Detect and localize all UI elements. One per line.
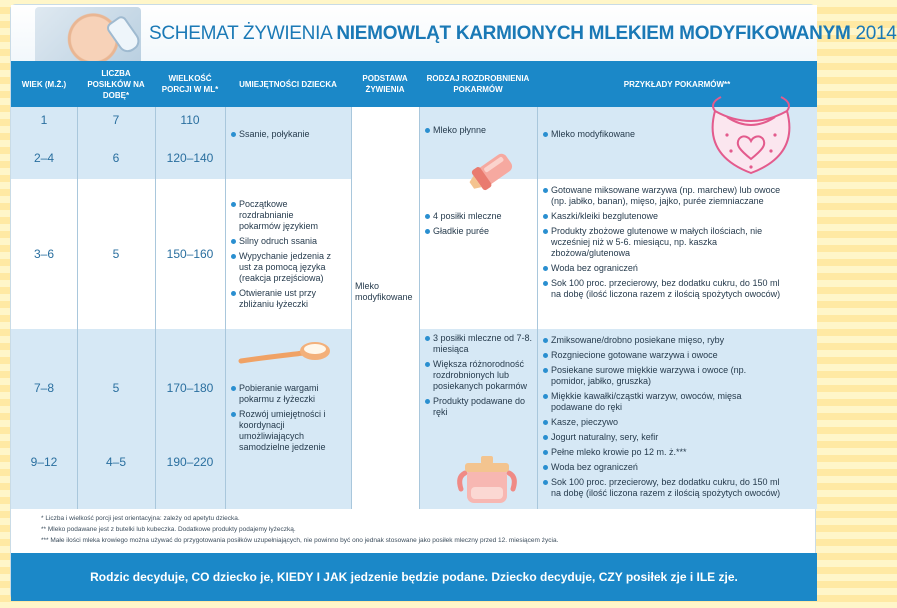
header-podstawa: PODSTAWA ŻYWIENIA <box>362 74 408 94</box>
header-liczba: LICZBA POSIŁKÓW NA DOBĘ* <box>87 68 145 100</box>
title-part-2: NIEMOWLĄT KARMIONYCH MLEKIEM MODYFIKOWANYM <box>336 23 851 44</box>
row-4-porcja: 170–180 <box>166 381 214 395</box>
table-body <box>11 107 817 509</box>
list-item: Produkty zbożowe glutenowe w małych ilościach, nie wcześniej niż w 5-6. miesiącu, np. kaszka zbożowa/glutenowa <box>543 226 783 259</box>
przyklady-b <box>543 185 783 304</box>
list-item: Produkty podawane do ręki <box>425 396 533 418</box>
row-3-wiek: 3–6 <box>33 247 55 261</box>
table-header <box>11 61 817 107</box>
list-item: Początkowe rozdrabnianie pokarmów językiem <box>231 199 335 232</box>
rodzaj-a <box>425 125 533 140</box>
header-wielkosc: WIELKOŚĆ PORCJI W ML* <box>161 74 219 94</box>
przyklady-c <box>543 335 783 503</box>
list-item: Sok 100 proc. przecierowy, bez dodatku cukru, do 150 ml na dobę (ilość liczona razem z ilością spożytych owoców) <box>543 477 783 499</box>
list-item: Rozwój umiejętności i koordynacji umożliwiających samodzielne jedzenie <box>231 409 335 453</box>
header-rodzaj: RODZAJ ROZDROBNIENIA POKARMÓW <box>426 74 530 94</box>
skills-b <box>231 199 335 314</box>
footnotes <box>41 513 558 546</box>
przyklady-a <box>543 129 703 144</box>
list-item: Wypychanie jedzenia z ust za pomocą języka (reakcja przejściowa) <box>231 251 335 284</box>
list-item: Większa różnorodność rozdrobnionych lub posiekanych pokarmów <box>425 359 533 392</box>
list-item: 3 posiłki mleczne od 7-8. miesiąca <box>425 333 533 355</box>
list-item: Kaszki/kleiki bezglutenowe <box>543 211 783 222</box>
title-bar <box>11 5 897 65</box>
podstawa-value: Mleko modyfikowane <box>355 281 413 302</box>
row-5-wiek: 9–12 <box>30 455 58 469</box>
list-item: Sok 100 proc. przecierowy, bez dodatku cukru, do 150 ml na dobę (ilość liczona razem z ilością spożytych owoców) <box>543 278 783 300</box>
sippy-cup-icon <box>455 455 519 505</box>
rodzaj-b <box>425 211 533 241</box>
title-part-3: 2014 <box>850 23 897 44</box>
row-4-wiek: 7–8 <box>33 381 55 395</box>
list-item: Pełne mleko krowie po 12 m. ż.*** <box>543 447 783 458</box>
list-item: Otwieranie ust przy zbliżaniu łyżeczki <box>231 288 335 310</box>
list-item: Miękkie kawałki/cząstki warzyw, owoców, mięsa podawane do ręki <box>543 391 783 413</box>
bottle-icon <box>105 14 144 56</box>
footer-banner: Rodzic decyduje, CO dziecko je, KIEDY I JAK jedzenie będzie podane. Dziecko decyduje, CZY posiłek zje i ILE zje. <box>11 553 817 601</box>
page-title <box>149 23 897 45</box>
skills-c <box>231 383 335 457</box>
row-5-liczba: 4–5 <box>105 455 127 469</box>
list-item: Woda bez ograniczeń <box>543 462 783 473</box>
column-line <box>351 107 352 509</box>
list-item: Mleko modyfikowane <box>543 129 703 140</box>
header-przyklady: PRZYKŁADY POKARMÓW** <box>623 79 731 89</box>
row-5-porcja: 190–220 <box>166 455 214 469</box>
header-umiejetnosci: UMIEJĘTNOŚCI DZIECKA <box>239 79 337 89</box>
footnote: ** Mleko podawane jest z butelki lub kubeczka. Dodatkowe produkty podajemy łyżeczką. <box>41 526 296 533</box>
list-item: Kasze, pieczywo <box>543 417 783 428</box>
feeding-chart-card <box>10 4 897 600</box>
list-item: Woda bez ograniczeń <box>543 263 783 274</box>
row-1-wiek: 1 <box>40 113 48 127</box>
header-wiek: WIEK (M.Ż.) <box>21 79 67 89</box>
column-line <box>155 107 156 509</box>
list-item: Mleko płynne <box>425 125 533 136</box>
row-4-liczba: 5 <box>112 381 120 395</box>
rodzaj-c <box>425 333 533 422</box>
bottle-icon <box>463 145 527 191</box>
list-item: Silny odruch ssania <box>231 236 335 247</box>
row-2-porcja: 120–140 <box>166 151 214 165</box>
list-item: 4 posiłki mleczne <box>425 211 533 222</box>
row-2-wiek: 2–4 <box>33 151 55 165</box>
list-item: Gładkie purée <box>425 226 533 237</box>
row-3-porcja: 150–160 <box>166 247 214 261</box>
footnote: *** Małe ilości mleka krowiego można używać do przygotowania posiłków uzupełniających, nie powinno być ono jednak stosowane jako posiłek mleczny przed 12. miesiącem życia. <box>41 537 559 544</box>
row-2-liczba: 6 <box>112 151 120 165</box>
list-item: Zmiksowane/drobno posiekane mięso, ryby <box>543 335 783 346</box>
list-item: Rozgniecione gotowane warzywa i owoce <box>543 350 783 361</box>
column-line <box>225 107 226 509</box>
title-part-1: SCHEMAT ŻYWIENIA <box>149 23 337 44</box>
podstawa-column <box>351 107 419 509</box>
list-item: Jogurt naturalny, sery, kefir <box>543 432 783 443</box>
row-3-liczba: 5 <box>112 247 120 261</box>
row-1-liczba: 7 <box>112 113 120 127</box>
footnote: * Liczba i wielkość porcji jest orientacyjna: zależy od apetytu dziecka. <box>41 515 240 522</box>
list-item: Posiekane surowe miękkie warzywa i owoce (np. pomidor, jabłko, gruszka) <box>543 365 783 387</box>
list-item: Gotowane miksowane warzywa (np. marchew) lub owoce (np. jabłko, banan), mięso, jajko, purée ziemniaczane <box>543 185 783 207</box>
list-item: Ssanie, połykanie <box>231 129 347 140</box>
skills-a <box>231 129 347 144</box>
list-item: Pobieranie wargami pokarmu z łyżeczki <box>231 383 335 405</box>
column-line <box>537 107 538 509</box>
bib-icon <box>701 95 801 177</box>
row-1-porcja: 110 <box>180 113 200 127</box>
spoon-icon <box>237 335 333 375</box>
baby-photo <box>35 7 141 65</box>
column-line <box>419 107 420 509</box>
column-line <box>77 107 78 509</box>
